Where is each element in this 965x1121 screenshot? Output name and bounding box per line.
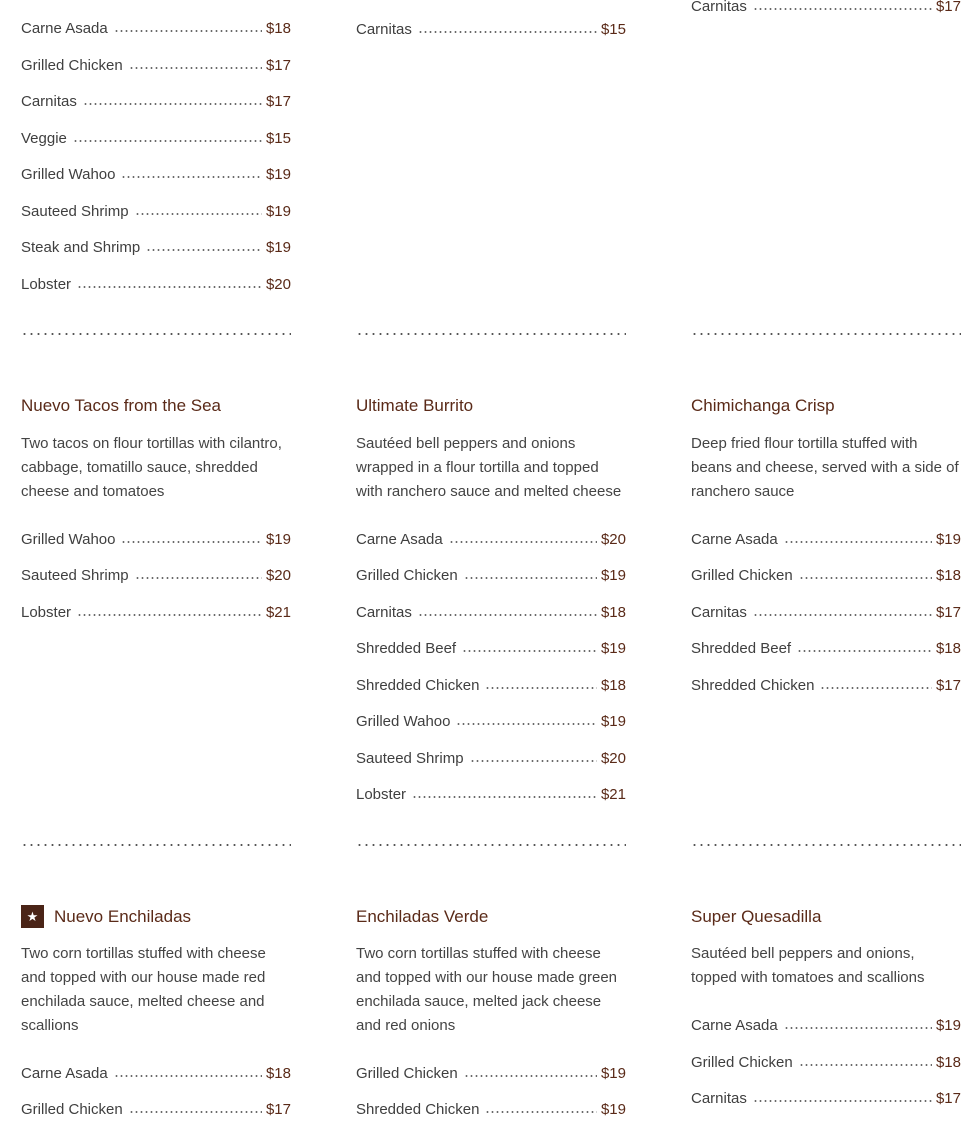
item-price: $17 bbox=[265, 93, 291, 110]
leader-dots bbox=[784, 534, 932, 544]
item-name: Grilled Chicken bbox=[691, 567, 793, 584]
leader-dots bbox=[799, 1057, 932, 1067]
menu-item bbox=[356, 748, 626, 770]
section-description: Two tacos on flour tortillas with cilantro, cabbage, tomatillo sauce, shredded cheese and tomatoes bbox=[21, 435, 282, 500]
item-name: Grilled Wahoo bbox=[21, 531, 116, 548]
leader-dots bbox=[121, 534, 261, 544]
menu-item bbox=[21, 1063, 291, 1085]
item-name: Shredded Chicken bbox=[691, 677, 815, 694]
item-price: $17 bbox=[935, 677, 961, 694]
item-name: Carne Asada bbox=[356, 531, 443, 548]
section-divider bbox=[21, 843, 291, 847]
section-divider bbox=[691, 332, 961, 336]
item-price: $20 bbox=[600, 750, 626, 767]
section-title: Chimichanga Crisp bbox=[691, 396, 835, 415]
leader-dots bbox=[797, 643, 932, 653]
menu-item bbox=[691, 1052, 961, 1074]
section-description: Sautéed bell peppers and onions, topped with tomatoes and scallions bbox=[691, 945, 925, 986]
item-price: $19 bbox=[600, 1065, 626, 1082]
menu-item bbox=[691, 529, 961, 551]
leader-dots bbox=[753, 1093, 932, 1103]
leader-dots bbox=[485, 680, 597, 690]
item-price: $20 bbox=[265, 276, 291, 293]
item-price: $19 bbox=[600, 713, 626, 730]
item-price: $18 bbox=[265, 1065, 291, 1082]
leader-dots bbox=[418, 607, 597, 617]
menu-item bbox=[691, 565, 961, 587]
item-price: $18 bbox=[600, 604, 626, 621]
item-name: Lobster bbox=[356, 786, 407, 803]
item-name: Grilled Chicken bbox=[356, 567, 458, 584]
item-name: Grilled Chicken bbox=[21, 57, 123, 74]
menu-item bbox=[356, 602, 626, 624]
menu-item bbox=[691, 675, 961, 697]
leader-dots bbox=[73, 133, 262, 143]
menu-item bbox=[356, 529, 626, 551]
section-title: Enchiladas Verde bbox=[356, 907, 489, 926]
item-name: Shredded Chicken bbox=[356, 1101, 480, 1118]
leader-dots bbox=[462, 643, 597, 653]
item-name: Carnitas bbox=[356, 21, 412, 38]
item-price: $17 bbox=[935, 0, 961, 15]
menu-item bbox=[21, 91, 291, 113]
item-name: Grilled Chicken bbox=[691, 1054, 793, 1071]
leader-dots bbox=[485, 1104, 597, 1114]
item-name: Carne Asada bbox=[691, 1017, 778, 1034]
item-price: $15 bbox=[600, 21, 626, 38]
menu-item bbox=[21, 529, 291, 551]
leader-dots bbox=[135, 206, 262, 216]
leader-dots bbox=[464, 1068, 597, 1078]
menu-item bbox=[21, 55, 291, 77]
leader-dots bbox=[129, 1104, 262, 1114]
item-price: $18 bbox=[935, 640, 961, 657]
leader-dots bbox=[77, 279, 262, 289]
item-price: $19 bbox=[265, 203, 291, 220]
menu-item bbox=[691, 638, 961, 660]
item-name: Steak and Shrimp bbox=[21, 239, 141, 256]
section-title: Nuevo Enchiladas bbox=[54, 907, 192, 926]
leader-dots bbox=[464, 570, 597, 580]
menu-item bbox=[21, 274, 291, 296]
section-divider bbox=[356, 843, 626, 847]
menu-item bbox=[21, 565, 291, 587]
item-name: Grilled Chicken bbox=[356, 1065, 458, 1082]
item-price: $20 bbox=[600, 531, 626, 548]
item-price: $19 bbox=[935, 531, 961, 548]
item-price: $21 bbox=[600, 786, 626, 803]
item-name: Veggie bbox=[21, 130, 67, 147]
section-description: Two corn tortillas stuffed with cheese and topped with our house made red enchilada sauce, melted cheese and scallions bbox=[21, 945, 266, 1034]
section-description: Deep fried flour tortilla stuffed with beans and cheese, served with a side of ranchero sauce bbox=[691, 435, 959, 500]
item-name: Carne Asada bbox=[21, 1065, 108, 1082]
menu-item bbox=[21, 237, 291, 259]
menu-item bbox=[691, 602, 961, 624]
leader-dots bbox=[418, 24, 597, 34]
item-price: $19 bbox=[600, 640, 626, 657]
menu-item bbox=[356, 784, 626, 806]
menu-item bbox=[356, 1063, 626, 1085]
section-description: Sautéed bell peppers and onions wrapped in a flour tortilla and topped with ranchero sauce and melted cheese bbox=[356, 435, 622, 500]
item-name: Carnitas bbox=[356, 604, 412, 621]
item-price: $19 bbox=[935, 1017, 961, 1034]
menu-item bbox=[21, 1099, 291, 1121]
menu-item bbox=[21, 201, 291, 223]
menu-item bbox=[21, 18, 291, 40]
item-name: Lobster bbox=[21, 276, 72, 293]
item-price: $15 bbox=[265, 130, 291, 147]
leader-dots bbox=[129, 60, 262, 70]
item-name: Sauteed Shrimp bbox=[21, 567, 129, 584]
item-name: Grilled Wahoo bbox=[356, 713, 451, 730]
item-name: Shredded Chicken bbox=[356, 677, 480, 694]
item-price: $21 bbox=[265, 604, 291, 621]
item-name: Carnitas bbox=[21, 93, 77, 110]
menu-item bbox=[356, 1099, 626, 1121]
leader-dots bbox=[753, 607, 932, 617]
star-icon: ★ bbox=[21, 905, 44, 928]
item-price: $19 bbox=[600, 1101, 626, 1118]
item-name: Carnitas bbox=[691, 604, 747, 621]
item-name: Carnitas bbox=[691, 1090, 747, 1107]
item-name: Carne Asada bbox=[21, 20, 108, 37]
item-name: Sauteed Shrimp bbox=[356, 750, 464, 767]
leader-dots bbox=[753, 1, 932, 11]
leader-dots bbox=[449, 534, 597, 544]
item-name: Grilled Chicken bbox=[21, 1101, 123, 1118]
leader-dots bbox=[121, 169, 261, 179]
menu-item bbox=[691, 1088, 961, 1110]
leader-dots bbox=[820, 680, 932, 690]
item-price: $19 bbox=[265, 239, 291, 256]
menu-item bbox=[356, 19, 626, 41]
menu-item bbox=[21, 602, 291, 624]
menu-item bbox=[21, 128, 291, 150]
item-price: $17 bbox=[265, 1101, 291, 1118]
item-name: Sauteed Shrimp bbox=[21, 203, 129, 220]
item-price: $19 bbox=[600, 567, 626, 584]
leader-dots bbox=[83, 96, 262, 106]
leader-dots bbox=[412, 789, 597, 799]
menu-item bbox=[356, 638, 626, 660]
menu-item bbox=[21, 164, 291, 186]
leader-dots bbox=[470, 753, 597, 763]
item-name: Shredded Beef bbox=[356, 640, 457, 657]
menu-item bbox=[356, 565, 626, 587]
item-price: $20 bbox=[265, 567, 291, 584]
leader-dots bbox=[456, 716, 596, 726]
item-price: $18 bbox=[935, 1054, 961, 1071]
section-description: Two corn tortillas stuffed with cheese and topped with our house made green enchilada sauce, melted jack cheese and red onions bbox=[356, 945, 618, 1034]
item-name: Lobster bbox=[21, 604, 72, 621]
item-name: Carne Asada bbox=[691, 531, 778, 548]
leader-dots bbox=[114, 1068, 262, 1078]
leader-dots bbox=[799, 570, 932, 580]
item-price: $17 bbox=[935, 604, 961, 621]
section-divider bbox=[21, 332, 291, 336]
item-price: $17 bbox=[265, 57, 291, 74]
section-title: Nuevo Tacos from the Sea bbox=[21, 396, 222, 415]
item-price: $18 bbox=[935, 567, 961, 584]
item-price: $19 bbox=[265, 166, 291, 183]
item-price: $17 bbox=[935, 1090, 961, 1107]
menu-item bbox=[356, 711, 626, 733]
item-price: $18 bbox=[600, 677, 626, 694]
item-price: $19 bbox=[265, 531, 291, 548]
section-title: Super Quesadilla bbox=[691, 907, 822, 926]
section-divider bbox=[356, 332, 626, 336]
menu-item bbox=[691, 0, 961, 18]
leader-dots bbox=[784, 1020, 932, 1030]
leader-dots bbox=[114, 23, 262, 33]
item-name: Grilled Wahoo bbox=[21, 166, 116, 183]
item-name: Carnitas bbox=[691, 0, 747, 15]
leader-dots bbox=[146, 242, 262, 252]
section-divider bbox=[691, 843, 961, 847]
item-price: $18 bbox=[265, 20, 291, 37]
menu-item bbox=[691, 1015, 961, 1037]
leader-dots bbox=[135, 570, 262, 580]
item-name: Shredded Beef bbox=[691, 640, 792, 657]
leader-dots bbox=[77, 607, 262, 617]
menu-item bbox=[356, 675, 626, 697]
section-title: Ultimate Burrito bbox=[356, 396, 474, 415]
